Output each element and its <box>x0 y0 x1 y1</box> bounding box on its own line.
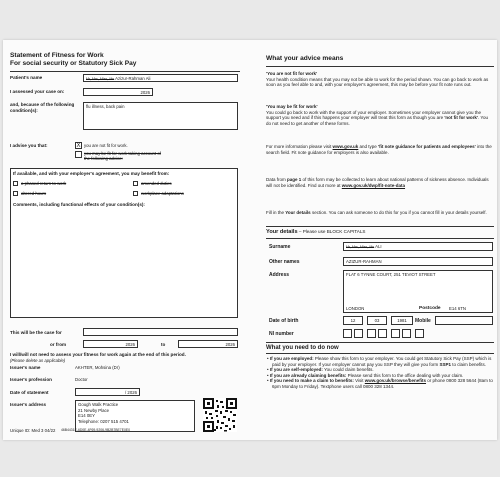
patient-name-field <box>83 74 238 82</box>
qr-code <box>203 398 237 432</box>
dob-month: 03 <box>374 318 380 323</box>
to-date-field <box>178 340 238 348</box>
todo-item-title: If you need to make a claim to benefits: <box>269 378 354 384</box>
case-for-label: This will be the case for <box>10 330 62 335</box>
issuer-name-label: Issuer's name <box>10 365 41 370</box>
city-value: LONDON <box>346 306 365 311</box>
fill-paragraph <box>266 210 494 216</box>
dob-day-field <box>343 316 363 325</box>
ni-box <box>402 329 411 338</box>
mobile-field <box>435 316 493 325</box>
phased-checkbox <box>13 181 18 186</box>
address-line: Gough Walk Practice <box>78 402 119 407</box>
amended-checkbox <box>133 181 138 186</box>
gov-uk-link[interactable]: www.gov.uk <box>332 144 359 149</box>
fill-text-2: section. You can ask someone to do this for you if you cannot fill in your details yourself. <box>310 210 487 215</box>
info-text: For more information please visit <box>266 144 333 149</box>
address-line: E14 0EY <box>78 413 95 419</box>
details-note: – Please use BLOCK CAPITALS <box>297 229 366 234</box>
issuer-profession-label: Issuer's profession <box>10 377 52 382</box>
todo-item-claiming: • If you are already claiming benefits: Please send this form to the office dealing with your claim. <box>267 372 464 378</box>
info-text-3: into the search field. Fit note guidance for employers is also available. <box>266 144 492 155</box>
other-names-label: Other names <box>269 259 300 265</box>
not-fit-text: you are not fit for work. <box>84 143 128 148</box>
patient-name-value: Azizur-Rahman Ali <box>115 76 151 81</box>
form-subtitle: For social security or Statutory Sick Pay <box>10 60 137 67</box>
statement-page <box>10 52 240 68</box>
divider <box>266 66 494 67</box>
details-title: Your details <box>266 229 298 235</box>
ni-box <box>391 329 400 338</box>
condition-label: and, because of the following condition(s): <box>10 102 75 113</box>
assessed-label: I assessed your case on: <box>10 89 65 94</box>
address-line: Telephone: 0207 515 4701 <box>78 418 129 424</box>
todo-item-self-employed: • If you are self-employed: You could claim benefits. <box>267 367 374 373</box>
todo-item-bold: SSP1 <box>439 361 452 367</box>
fill-bold: Your details <box>285 210 311 215</box>
other-names-value: AZIZUR-RAHMAN <box>346 259 382 264</box>
unique-id-label: Unique ID: Med 3 04/22 <box>10 428 56 433</box>
divider <box>266 226 494 227</box>
statement-date-field <box>75 388 140 396</box>
todo-item-text: Please show this form to your employer. You could get Statutory Sick Pay (SSP) which is paid by your employer. If your employer cannot pay you SSP they will give you form <box>272 356 492 367</box>
condition-field <box>83 102 238 130</box>
your-details-heading <box>266 229 365 235</box>
not-fit-checkbox: X <box>76 143 81 149</box>
dob-day: 12 <box>350 318 356 323</box>
may-be-fit-text: You could go back to work with the support of your employer. Sometimes your employer cannot give you the support you need and if this happens your employer will treat this form as though you are <box>266 109 481 121</box>
altered-hours: altered hours <box>21 191 47 196</box>
may-be-fit-bold: 'not fit for work' <box>444 115 478 121</box>
from-date-field <box>83 340 138 348</box>
dob-month-field <box>367 316 387 325</box>
comments-label: Comments, including functional effects of your condition(s): <box>13 202 145 207</box>
phased-return: a phased return to work <box>21 181 67 186</box>
ni-box <box>367 329 376 338</box>
surname-label: Surname <box>269 244 291 250</box>
workplace-adaptations: workplace adaptations <box>141 191 184 196</box>
todo-item-text: Please send this form to the office dealing with your claim. <box>346 372 464 378</box>
todo-item-employed: • If you are employed: Please show this form to your employer. You could get Statutory Sick Pay (SSP) which is paid by your employer. If your employer cannot pay you SSP they will give you form SSP1 to claim benefits. <box>267 356 492 367</box>
fit-note-sheet <box>3 40 497 440</box>
todo-item-text-end: to claim benefits. <box>451 361 487 367</box>
surname-value: ALI <box>375 244 382 249</box>
ni-box <box>415 329 424 338</box>
assessed-date-field <box>83 88 153 96</box>
divider <box>266 342 494 343</box>
assessed-year: 2026 <box>140 90 150 95</box>
data-bold: page 1 <box>287 177 302 182</box>
or-from-label: or from <box>50 342 67 347</box>
fit-note-data-link[interactable]: www.gov.uk/dwp/fit-note-data <box>341 182 406 188</box>
not-fit-section <box>266 71 494 88</box>
may-be-fit-text: you may be fit for work taking account of the following advice: <box>84 151 161 162</box>
info-paragraph <box>266 144 494 155</box>
benefit-heading: If available, and with your employer's agreement, you may benefit from: <box>13 171 170 176</box>
todo-list <box>266 356 494 390</box>
to-label: to <box>161 342 166 347</box>
altered-hours-checkbox <box>13 191 18 196</box>
patient-name-label: Patient's name <box>10 75 43 80</box>
todo-item-title: If you are already claiming benefits: <box>269 372 347 378</box>
divider <box>266 353 494 354</box>
condition-value: flu illness, back pain <box>86 104 125 109</box>
may-be-fit-checkbox <box>75 151 82 158</box>
todo-item-title: If you are employed: <box>269 356 314 361</box>
not-fit-heading: 'You are not fit for work' <box>266 71 318 76</box>
todo-item-text-end: or phone 0800 328 5644 (8am to 6pm Monday to Friday). Textphone users call 0800 328 1344. <box>272 378 493 389</box>
may-be-fit-heading: 'You may be fit for work' <box>266 104 318 109</box>
benefits-link[interactable]: www.gov.uk/browse/benefits <box>364 378 427 384</box>
todo-item-make-claim: • If you need to make a claim to benefits: Visit www.gov.uk/browse/benefits or phone 0800 328 5644 (8am to 6pm Monday to Friday). Textphone users call 0800 328 1344. <box>267 378 493 389</box>
todo-item-text: You could claim benefits. <box>322 367 374 373</box>
advise-label: I advise you that: <box>10 143 48 148</box>
may-be-fit-paragraph <box>266 110 494 127</box>
address-value: FLAT 6 TYNNE COURT, 251 TEVIOT STREET <box>346 272 436 277</box>
todo-item-title: If you are self-employed: <box>269 367 323 373</box>
form-title: Statement of Fitness for Work <box>10 52 104 59</box>
data-text: Data from <box>266 177 288 182</box>
postcode-label: Postcode <box>419 306 441 311</box>
address-line: 21 Newby Place <box>78 407 110 413</box>
dob-year: 1981 <box>397 318 407 323</box>
divider <box>10 71 240 72</box>
other-names-field <box>343 257 493 266</box>
address-field <box>343 270 493 313</box>
reassess-note: I will/will not need to assess your fitness for work again at the end of this period. <box>10 352 186 357</box>
data-text-2: of this form may be collected to learn about national patterns of sickness absence. Individuals will not be identified. Find out more at <box>266 177 489 188</box>
ni-box <box>354 329 363 338</box>
fill-text: Fill in the <box>266 210 286 215</box>
may-be-fit-section <box>266 104 494 126</box>
todo-item-text: Visit <box>353 378 365 384</box>
patient-titles: Mr, Mrs, Miss, Ms <box>86 77 115 81</box>
surname-titles: Mr, Mrs, Miss, Ms <box>346 245 375 249</box>
statement-date: / 2026 <box>125 390 137 395</box>
issuer-profession: Doctor <box>75 377 88 382</box>
workplace-checkbox <box>133 191 138 196</box>
dob-label: Date of birth <box>269 318 299 324</box>
ni-box <box>378 329 387 338</box>
issuer-name: AKHTER, Mohsina (Dr) <box>75 365 120 370</box>
from-year: 2026 <box>125 342 135 347</box>
unique-id: 46B4431E-6D0E-4F69-9206-9B2B7BE7E0E0 <box>61 428 130 432</box>
statement-date-label: Date of statement <box>10 390 49 395</box>
amended-duties: amended duties <box>141 181 172 186</box>
may-be-fit-text-end: . You do not need to get another of these forms. <box>266 115 489 126</box>
to-year: 2026 <box>225 342 235 347</box>
postcode-value: E14 6TN <box>449 306 466 311</box>
issuer-address-label: Issuer's address <box>10 402 47 407</box>
surname-field <box>343 242 493 251</box>
case-for-field <box>83 328 238 336</box>
mobile-label: Mobile <box>415 318 431 324</box>
info-text-2: and type <box>358 144 379 149</box>
todo-heading: What you need to do now <box>266 345 339 351</box>
advice-title: What your advice means <box>266 55 344 62</box>
ni-label: NI number <box>269 331 294 337</box>
data-paragraph <box>266 177 494 188</box>
dob-year-field <box>391 316 413 325</box>
divider <box>266 238 494 239</box>
delete-note: (Please delete as applicable) <box>10 358 66 363</box>
not-fit-paragraph: Your health condition means that you may not be able to work for the period shown. You can go back to work as soon as you feel able to and, with your employer's agreement, this may be before your fit note runs out. <box>266 76 489 88</box>
info-bold: 'fit note guidance for patients and employees' <box>378 144 476 149</box>
ni-box <box>343 329 352 338</box>
address-label: Address <box>269 272 290 278</box>
